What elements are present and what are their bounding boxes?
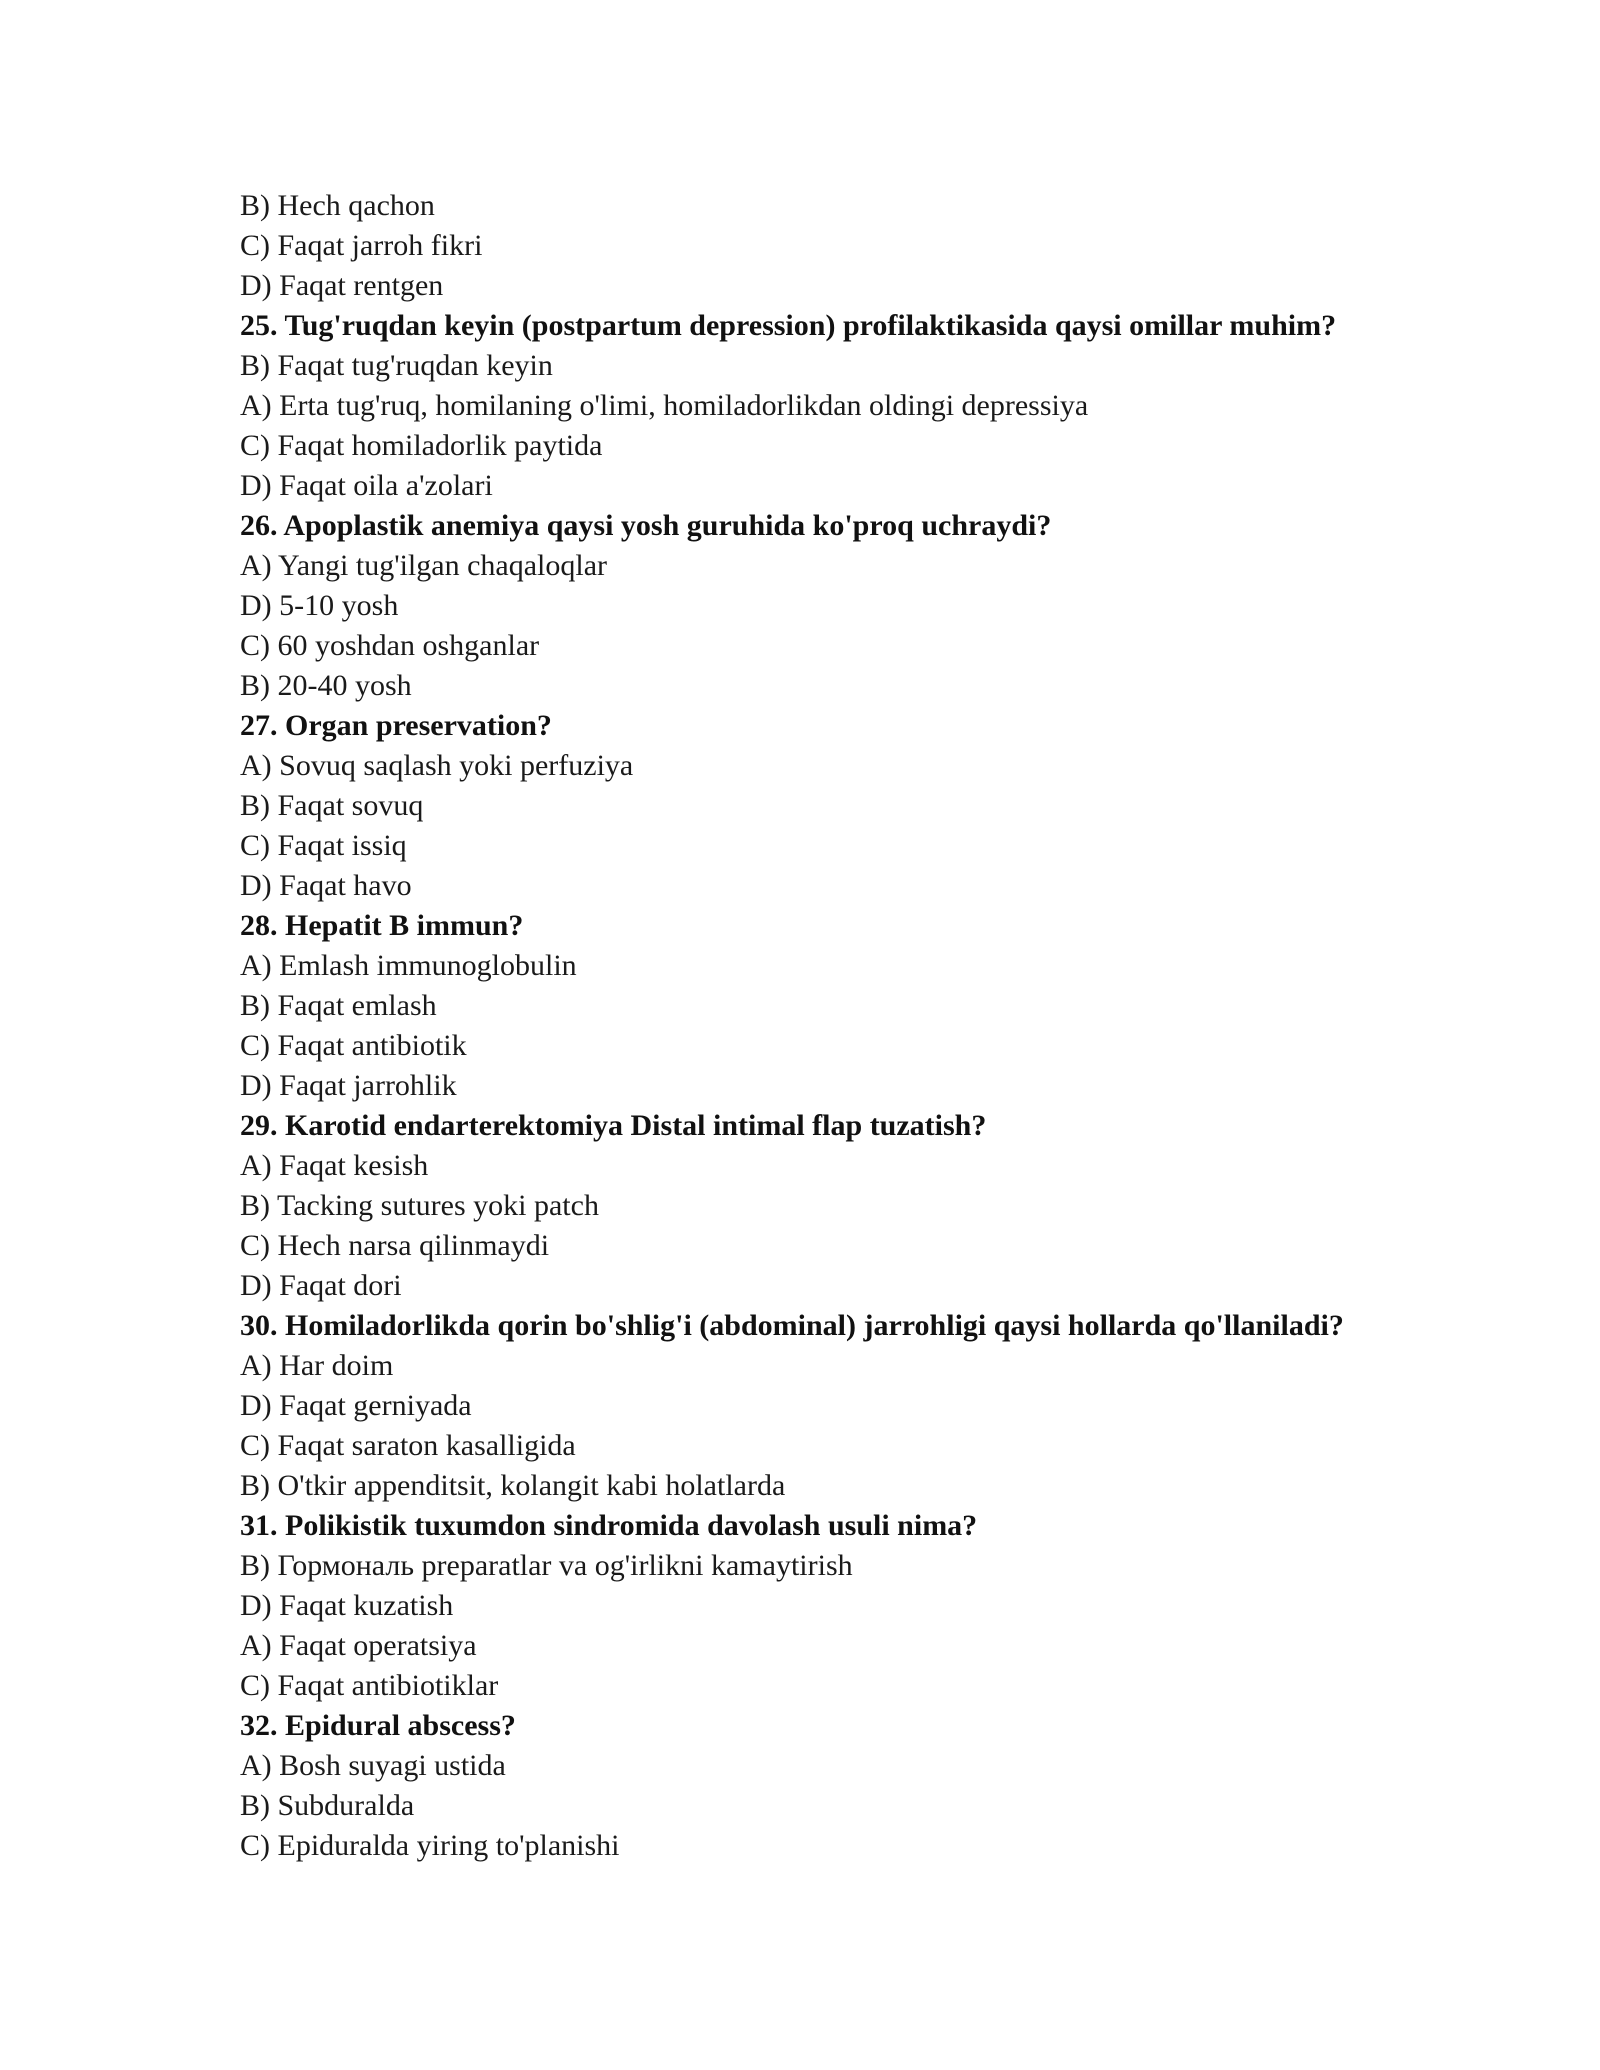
answer-option: B) Subduralda	[240, 1789, 415, 1822]
question-heading: 32. Epidural abscess?	[240, 1709, 516, 1742]
answer-option: D) Faqat oila a'zolari	[240, 469, 493, 502]
answer-option: B) Гормональ preparatlar va og'irlikni kamaytirish	[240, 1549, 853, 1582]
answer-option: A) Erta tug'ruq, homilaning o'limi, homiladorlikdan oldingi depressiya	[240, 389, 1089, 422]
answer-option: C) Hech narsa qilinmaydi	[240, 1229, 550, 1262]
answer-option: B) 20-40 yosh	[240, 669, 412, 702]
answer-option: B) Hech qachon	[240, 189, 435, 222]
answer-option: B) Tacking sutures yoki patch	[240, 1189, 599, 1222]
answer-option: A) Har doim	[240, 1349, 394, 1382]
answer-option: D) Faqat havo	[240, 869, 412, 902]
answer-option: C) Faqat homiladorlik paytida	[240, 429, 603, 462]
answer-option: C) Faqat jarroh fikri	[240, 229, 483, 262]
answer-option: C) 60 yoshdan oshganlar	[240, 629, 540, 662]
answer-option: D) Faqat jarrohlik	[240, 1069, 457, 1102]
question-heading: 29. Karotid endarterektomiya Distal intimal flap tuzatish?	[240, 1109, 987, 1142]
answer-option: D) Faqat gerniyada	[240, 1389, 472, 1422]
quiz-text-block	[240, 186, 1520, 1866]
answer-option: A) Bosh suyagi ustida	[240, 1749, 506, 1782]
question-heading: 25. Tug'ruqdan keyin (postpartum depression) profilaktikasida qaysi omillar muhim?	[240, 309, 1337, 342]
answer-option: C) Faqat antibiotik	[240, 1029, 467, 1062]
answer-option: B) Faqat tug'ruqdan keyin	[240, 349, 553, 382]
answer-option: D) 5-10 yosh	[240, 589, 399, 622]
answer-option: C) Epiduralda yiring to'planishi	[240, 1829, 620, 1862]
answer-option: C) Faqat issiq	[240, 829, 407, 862]
answer-option: A) Faqat operatsiya	[240, 1629, 477, 1662]
answer-option: C) Faqat saraton kasalligida	[240, 1429, 576, 1462]
answer-option: B) Faqat emlash	[240, 989, 437, 1022]
answer-option: B) Faqat sovuq	[240, 789, 424, 822]
question-heading: 31. Polikistik tuxumdon sindromida davolash usuli nima?	[240, 1509, 978, 1542]
answer-option: A) Yangi tug'ilgan chaqaloqlar	[240, 549, 608, 582]
question-heading: 26. Apoplastik anemiya qaysi yosh guruhida ko'proq uchraydi?	[240, 509, 1052, 542]
answer-option: B) O'tkir appenditsit, kolangit kabi holatlarda	[240, 1469, 786, 1502]
answer-option: D) Faqat kuzatish	[240, 1589, 454, 1622]
answer-option: D) Faqat dori	[240, 1269, 402, 1302]
answer-option: A) Emlash immunoglobulin	[240, 949, 577, 982]
question-heading: 30. Homiladorlikda qorin bo'shlig'i (abdominal) jarrohligi qaysi hollarda qo'llaniladi?	[240, 1309, 1344, 1342]
answer-option: A) Faqat kesish	[240, 1149, 429, 1182]
answer-option: D) Faqat rentgen	[240, 269, 444, 302]
answer-option: C) Faqat antibiotiklar	[240, 1669, 499, 1702]
question-heading: 27. Organ preservation?	[240, 709, 552, 742]
answer-option: A) Sovuq saqlash yoki perfuziya	[240, 749, 634, 782]
question-heading: 28. Hepatit B immun?	[240, 909, 524, 942]
